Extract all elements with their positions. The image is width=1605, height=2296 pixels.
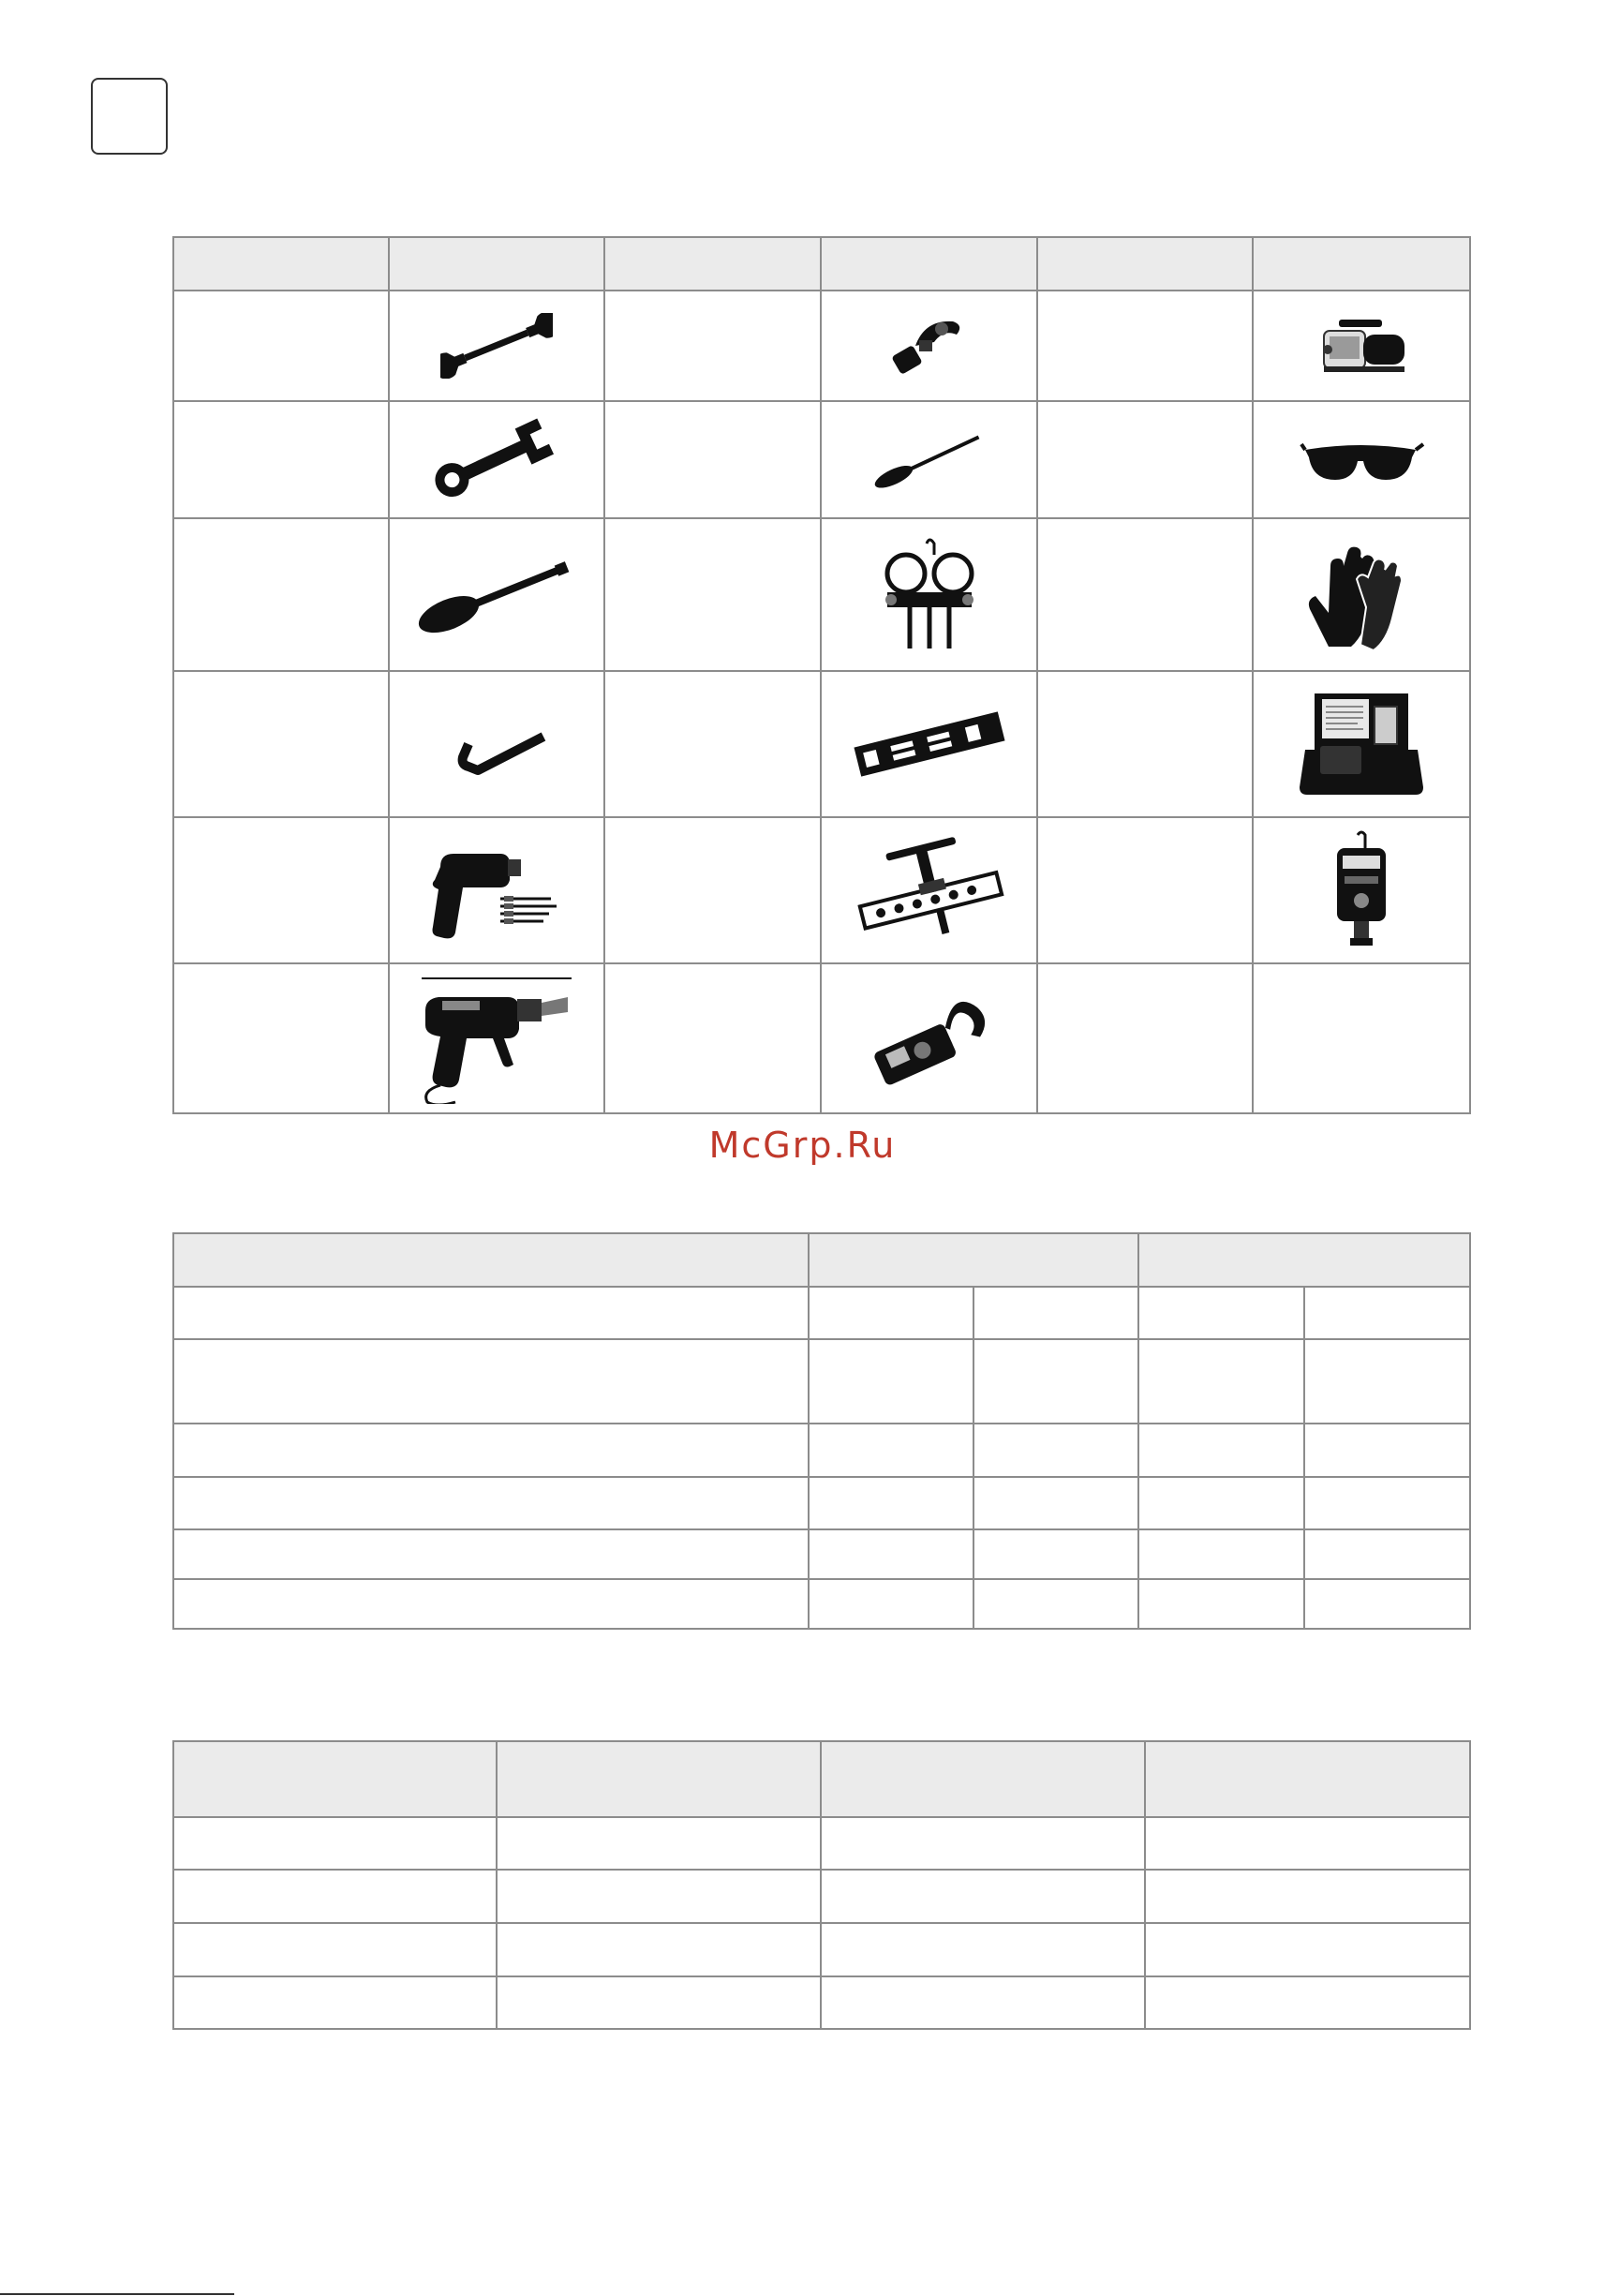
table-row — [173, 1287, 1470, 1339]
flaring-tool-icon — [850, 829, 1009, 951]
header-cell — [497, 1741, 821, 1817]
table-header-row — [173, 237, 1470, 291]
header-cell — [173, 1233, 809, 1287]
footer-rule — [0, 2293, 234, 2295]
manifold-gauge-icon — [869, 534, 990, 656]
table-row — [173, 1339, 1470, 1424]
thin-screwdriver-icon — [864, 423, 995, 498]
header-cell — [1037, 237, 1253, 291]
table-row — [173, 1817, 1470, 1870]
hammer-drill-icon — [412, 973, 581, 1104]
page-number-box — [91, 78, 168, 155]
pipe-cutter-icon — [878, 308, 981, 383]
vacuum-pump-icon — [1305, 308, 1418, 383]
header-cell — [1138, 1233, 1470, 1287]
screwdriver-icon — [408, 548, 586, 642]
refrigerant-scale-case-icon — [1296, 688, 1427, 800]
safety-glasses-icon — [1296, 427, 1427, 493]
table-row — [173, 963, 1470, 1113]
gloves-icon — [1300, 534, 1422, 656]
table-row — [173, 671, 1470, 817]
table-row — [173, 1870, 1470, 1923]
clamp-meter-icon — [864, 987, 995, 1090]
data-table — [172, 1740, 1471, 2030]
table-header-row — [173, 1233, 1470, 1287]
table-row — [173, 1424, 1470, 1477]
data-table — [172, 1232, 1471, 1630]
table-row — [173, 1579, 1470, 1629]
adjustable-wrench-icon — [422, 413, 572, 507]
header-cell — [821, 237, 1037, 291]
header-cell — [173, 237, 389, 291]
watermark-text: McGrp.Ru — [708, 1125, 897, 1166]
leak-detector-icon — [1315, 829, 1408, 951]
table-row — [173, 1477, 1470, 1529]
spirit-level-icon — [850, 697, 1009, 791]
hex-key-icon — [440, 697, 553, 791]
drill-with-bits-icon — [422, 829, 572, 951]
header-cell — [389, 237, 604, 291]
tools-table — [172, 236, 1471, 1114]
open-end-wrench-icon — [440, 313, 553, 379]
header-cell — [604, 237, 821, 291]
header-cell — [1253, 237, 1470, 291]
table-row — [173, 1976, 1470, 2029]
table-row — [173, 1923, 1470, 1976]
table-row — [173, 518, 1470, 671]
table-row — [173, 1529, 1470, 1579]
table-row — [173, 401, 1470, 518]
header-cell — [809, 1233, 1138, 1287]
table-row — [173, 291, 1470, 401]
header-cell — [1145, 1741, 1470, 1817]
table-header-row — [173, 1741, 1470, 1817]
header-cell — [821, 1741, 1145, 1817]
header-cell — [173, 1741, 497, 1817]
table-row — [173, 817, 1470, 963]
